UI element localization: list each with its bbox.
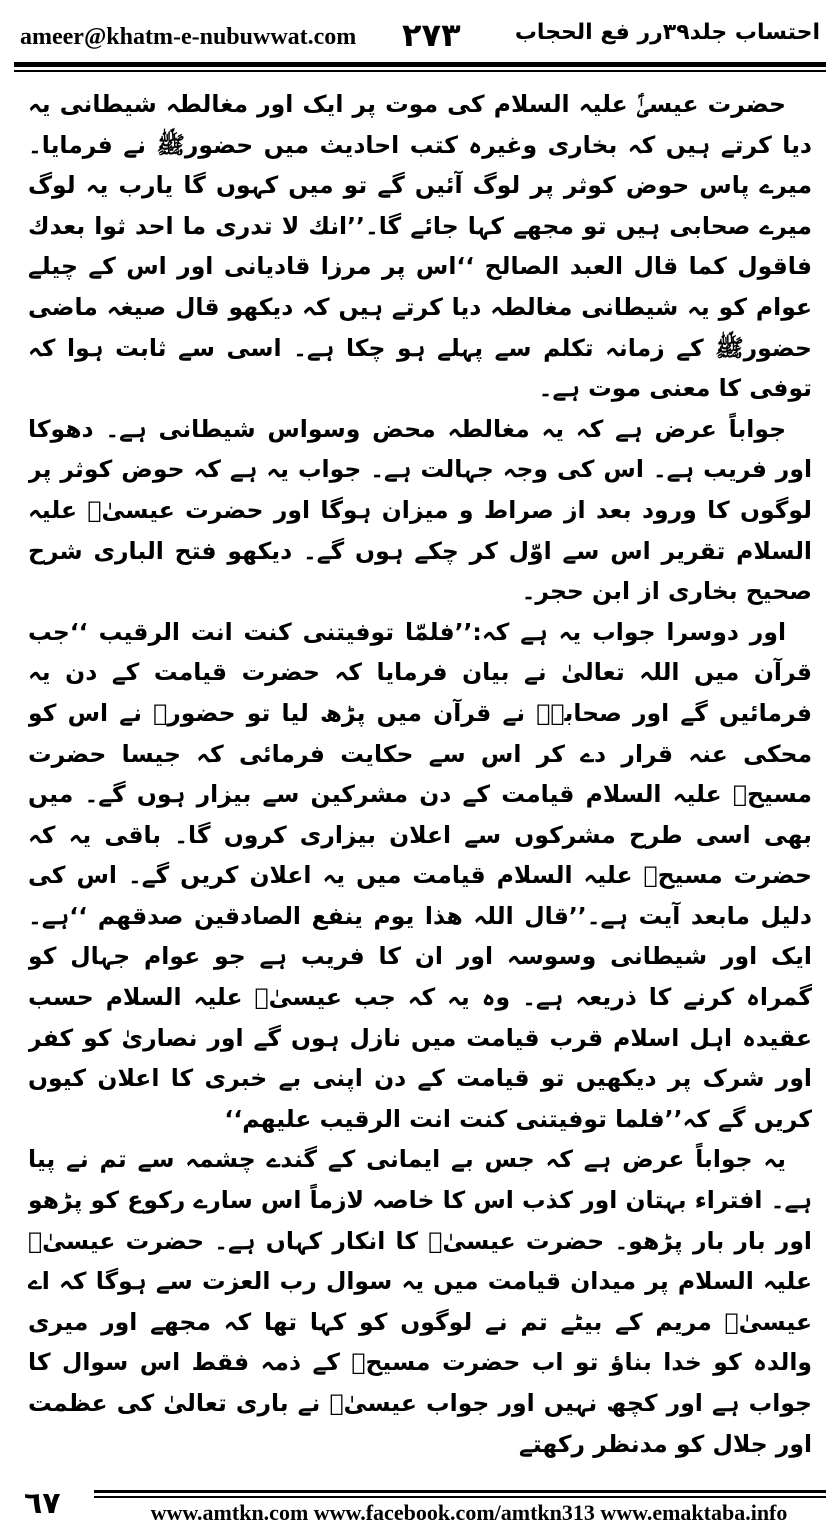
header-page-number: ٢٧٣ — [402, 16, 461, 54]
paragraph-1: حضرت عیسیٰؑ علیہ السلام کی موت پر ایک اور مغالطہ شیطانی یہ دیا کرتے ہیں کہ بخاری وغیرہ کتب احادیث میں حضورﷺ نے فرمایا۔ میرے پاس حوض کوثر پر لوگ آئیں گے تو میں کہوں گا یارب یہ لوگ میرے صحابی ہیں تو مجھے کہا جائے گا۔’’انك لا تدری ما احد ثوا بعدك فاقول کما قال العبد الصالح ‘‘اس پر مرزا قادیانی اور اس کے چیلے عوام کو یہ شیطانی مغالطہ دیا کرتے ہیں کہ دیکھو قال صیغہ ماضی حضورﷺ کے زمانہ تکلم سے پہلے ہو چکا ہے۔ اسی سے ثابت ہوا کہ توفی کا معنی موت ہے۔ — [28, 90, 812, 403]
header-book-title: احتساب جلد۳۹رر فع الحجاب — [514, 20, 820, 45]
page-body — [28, 84, 812, 1464]
footer-rule-thin — [94, 1496, 826, 1498]
page-header — [14, 16, 826, 56]
paragraph-2: جواباً عرض ہے کہ یہ مغالطہ محض وسواس شیطانی ہے۔ دھوکا اور فریب ہے۔ اس کی وجہ جہالت ہے۔ جواب یہ ہے کہ حوض کوثر پر لوگوں کا ورود بعد از صراط و میزان ہوگا اور حضرت عیسیٰؑ علیہ السلام تقریر اس سے اوّل کر چکے ہوں گے۔ دیکھو فتح الباری شرح صحیح بخاری از ابن حجر۔ — [28, 414, 812, 606]
footer-rule-thick — [94, 1490, 826, 1493]
footer-websites: www.amtkn.com www.facebook.com/amtkn313 www.emaktaba.info — [150, 1500, 788, 1525]
header-rule-thin — [14, 70, 826, 72]
header-rule-thick — [14, 62, 826, 67]
footer-page-number: ٦٧ — [24, 1486, 61, 1521]
paragraph-4: یہ جواباً عرض ہے کہ جس بے ایمانی کے گندے چشمہ سے تم نے پیا ہے۔ افتراء بہتان اور کذب اس کا خاصہ لازماً اس سارے رکوع کو پڑھو اور بار بار پڑھو۔ حضرت عیسیٰؑ کا انکار کہاں ہے۔ حضرت عیسیٰؑ علیہ السلام پر میدان قیامت میں یہ سوال رب العزت سے ہوگا کہ اے عیسیٰؑ مریم کے بیٹے تم نے لوگوں کو کہا تھا کہ مجھے اور میری والدہ کو خدا بناؤ تو اب حضرت مسیحؑ کے ذمہ فقط اس سوال کا جواب ہے اور کچھ نہیں اور جواب عیسیٰؑ نے باری تعالیٰ کی عظمت اور جلال کو مدنظر رکھتے — [28, 1145, 812, 1458]
page-footer — [14, 1486, 826, 1532]
paragraph-3: اور دوسرا جواب یہ ہے کہ:’’فلمّا توفیتنی کنت انت الرقیب ‘‘جب قرآن میں اللہ تعالیٰ نے بیان فرمایا کہ حضرت قیامت کے دن یہ فرمائیں گے اور صحابہؓ نے قرآن میں پڑھ لیا تو حضورﷺ نے اس کو محکی عنہ قرار دے کر اس سے حکایت فرمائی کہ جیسا حضرت مسیحؑ علیہ السلام قیامت کے دن مشرکین سے بیزار ہوں گے۔ میں بھی اسی طرح مشرکوں سے اعلان بیزاری کروں گا۔ باقی یہ کہ حضرت مسیحؑ علیہ السلام قیامت میں یہ اعلان کریں گے۔ اس کی دلیل مابعد آیت ہے۔’’قال اللہ ھذا یوم ینفع الصادقین صدقھم ‘‘ہے۔ ایک اور شیطانی وسوسہ اور ان کا فریب ہے جو عوام جہال کو گمراہ کرنے کا ذریعہ ہے۔ وہ یہ کہ جب عیسیٰؑ علیہ السلام حسب عقیدہ اہل اسلام قرب قیامت میں نازل ہوں گے اور نصاریٰ کو کفر اور شرک پر دیکھیں تو قیامت کے دن اپنی بے خبری کا اعلان کیوں کریں گے کہ’’فلما توفیتنی کنت انت الرقیب علیھم‘‘ — [28, 617, 812, 1133]
header-email: ameer@khatm-e-nubuwwat.com — [20, 24, 357, 50]
